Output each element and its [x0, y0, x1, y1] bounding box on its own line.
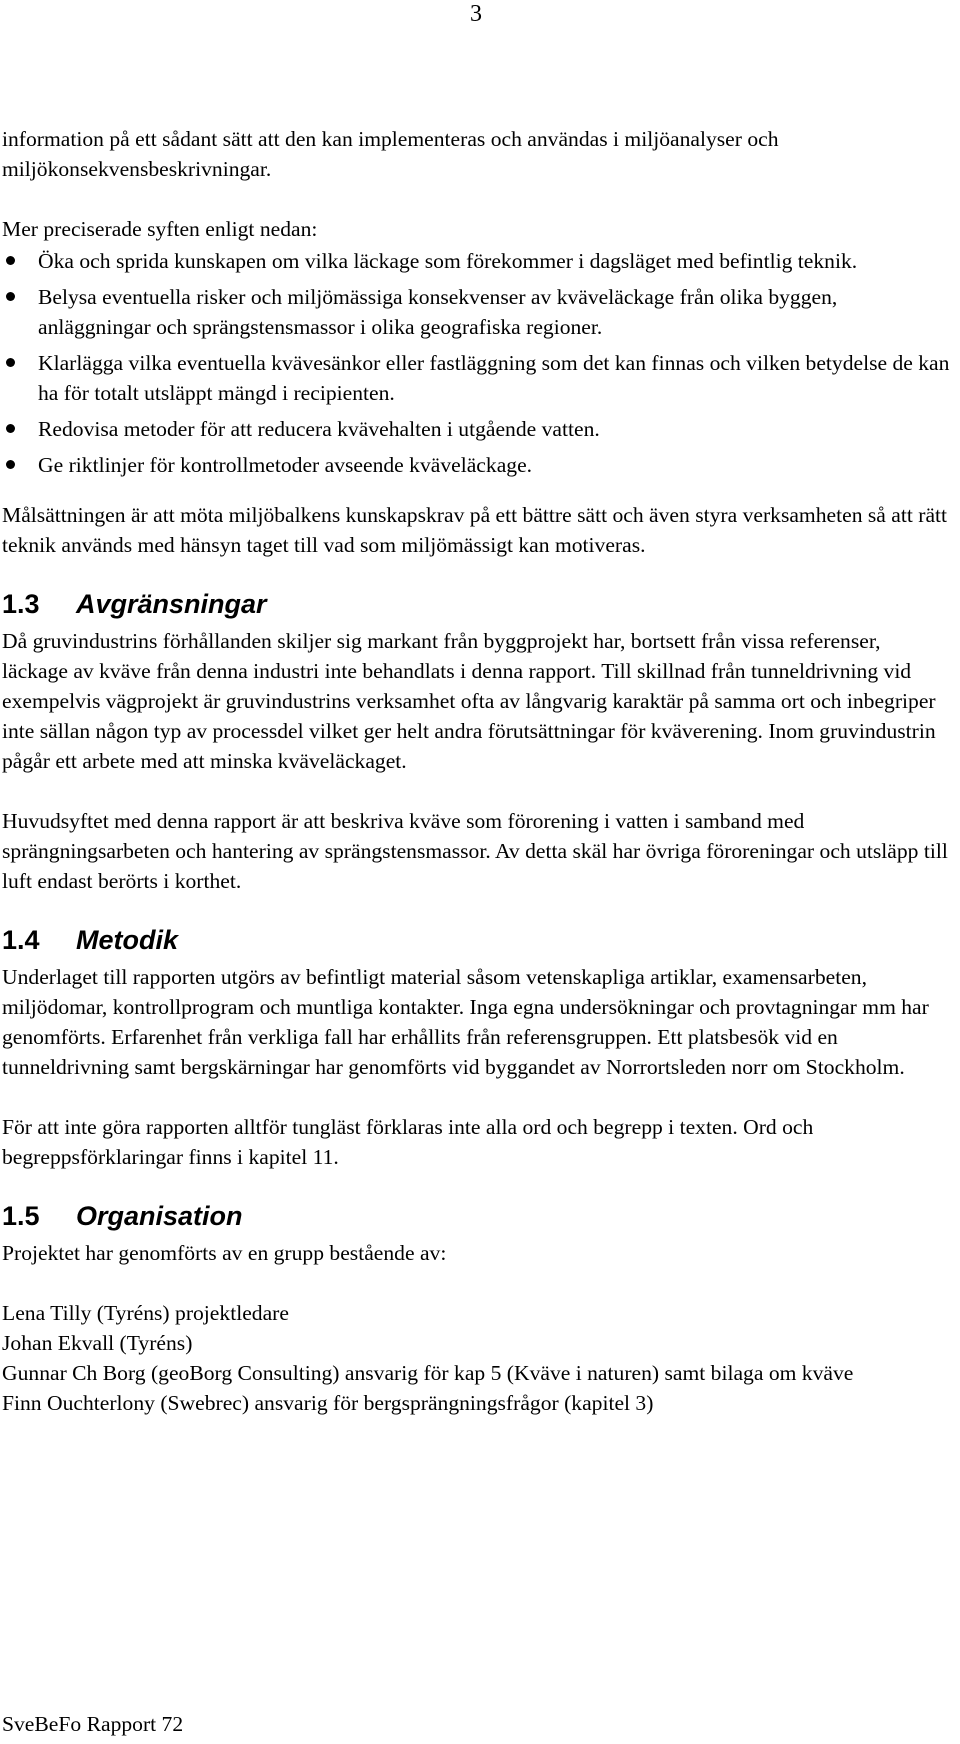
team-member: Finn Ouchterlony (Swebrec) ansvarig för bergsprängningsfrågor (kapitel 3) [2, 1391, 654, 1415]
bullet-icon [6, 424, 15, 433]
list-item [2, 414, 950, 444]
section-number: 1.4 [2, 925, 40, 955]
section-title: Metodik [76, 925, 179, 955]
team-member: Johan Ekvall (Tyréns) [2, 1331, 193, 1355]
page-footer: SveBeFo Rapport 72 [2, 1712, 184, 1736]
bullet-icon [6, 256, 15, 265]
list-item [2, 450, 950, 480]
aims-list [2, 246, 950, 480]
section-title: Avgränsningar [76, 589, 267, 619]
team-member: Gunnar Ch Borg (geoBorg Consulting) ansvarig för kap 5 (Kväve i naturen) samt bilaga om kväve [2, 1361, 854, 1385]
bullet-icon [6, 292, 15, 301]
section-1-4-paragraph-1: Underlaget till rapporten utgörs av befintligt material såsom vetenskapliga artiklar, examensarbeten, miljödomar, kontrollprogram och muntliga kontakter. Inga egna undersökningar och provtagningar mm har genomförts. Erfarenhet från verkliga fall har erhållits från referensgruppen. Ett platsbesök vid en tunneldrivning samt bergskärningar har genomförts vid byggandet av Norrortsleden norr om Stockholm. [2, 965, 929, 1079]
list-item [2, 246, 950, 276]
list-item-text: Ge riktlinjer för kontrollmetoder avseende kväveläckage. [38, 453, 533, 477]
section-1-5-paragraph-1: Projektet har genomförts av en grupp bestående av: [2, 1241, 447, 1265]
list-item-text: Belysa eventuella risker och miljömässiga konsekvenser av kväveläckage från olika byggen, anläggningar och sprängstensmassor i olika geografiska regioner. [38, 285, 838, 339]
page-number: 3 [470, 1, 482, 27]
section-heading-1-3 [2, 586, 950, 622]
bullet-icon [6, 358, 15, 367]
team-member: Lena Tilly (Tyréns) projektledare [2, 1301, 289, 1325]
document-body [2, 124, 950, 1418]
section-title: Organisation [76, 1201, 243, 1231]
list-item-text: Klarlägga vilka eventuella kvävesänkor eller fastläggning som det kan finnas och vilken betydelse de kan ha för totalt utsläppt mängd i recipienten. [38, 351, 950, 405]
section-1-3-paragraph-2: Huvudsyftet med denna rapport är att beskriva kväve som förorening i vatten i samband med sprängningsarbeten och hantering av sprängstensmassor. Av detta skäl har övriga föroreningar och utsläpp till luft endast berörts i korthet. [2, 809, 948, 893]
intro-paragraph: information på ett sådant sätt att den kan implementeras och användas i miljöanalyser och miljökonsekvensbeskrivningar. [2, 127, 779, 181]
list-item [2, 348, 950, 408]
goal-paragraph: Målsättningen är att möta miljöbalkens kunskapskrav på ett bättre sätt och även styra verksamheten så att rätt teknik används med hänsyn taget till vad som miljömässigt kan motiveras. [2, 503, 948, 557]
list-item-text: Redovisa metoder för att reducera kvävehalten i utgående vatten. [38, 417, 600, 441]
aims-intro: Mer preciserade syften enligt nedan: [2, 217, 318, 241]
section-1-4-paragraph-2: För att inte göra rapporten alltför tungläst förklaras inte alla ord och begrepp i texten. Ord och begreppsförklaringar finns i kapitel 11. [2, 1115, 814, 1169]
list-item-text: Öka och sprida kunskapen om vilka läckage som förekommer i dagsläget med befintlig teknik. [38, 249, 858, 273]
bullet-icon [6, 460, 15, 469]
section-number: 1.5 [2, 1201, 40, 1231]
list-item [2, 282, 950, 342]
section-1-3-paragraph-1: Då gruvindustrins förhållanden skiljer sig markant från byggprojekt har, bortsett från vissa referenser, läckage av kväve från denna industri inte behandlats i denna rapport. Till skillnad från tunneldrivning vid exempelvis vägprojekt är gruvindustrins verksamhet ofta av långvarig karaktär på samma ort och inbegriper inte sällan någon typ av processdel vilket ger helt andra förutsättningar för kväverening. Inom gruvindustrin pågår ett arbete med att minska kväveläckaget. [2, 629, 936, 773]
section-number: 1.3 [2, 589, 40, 619]
team-list [2, 1298, 950, 1418]
section-heading-1-4 [2, 922, 950, 958]
section-heading-1-5 [2, 1198, 950, 1234]
